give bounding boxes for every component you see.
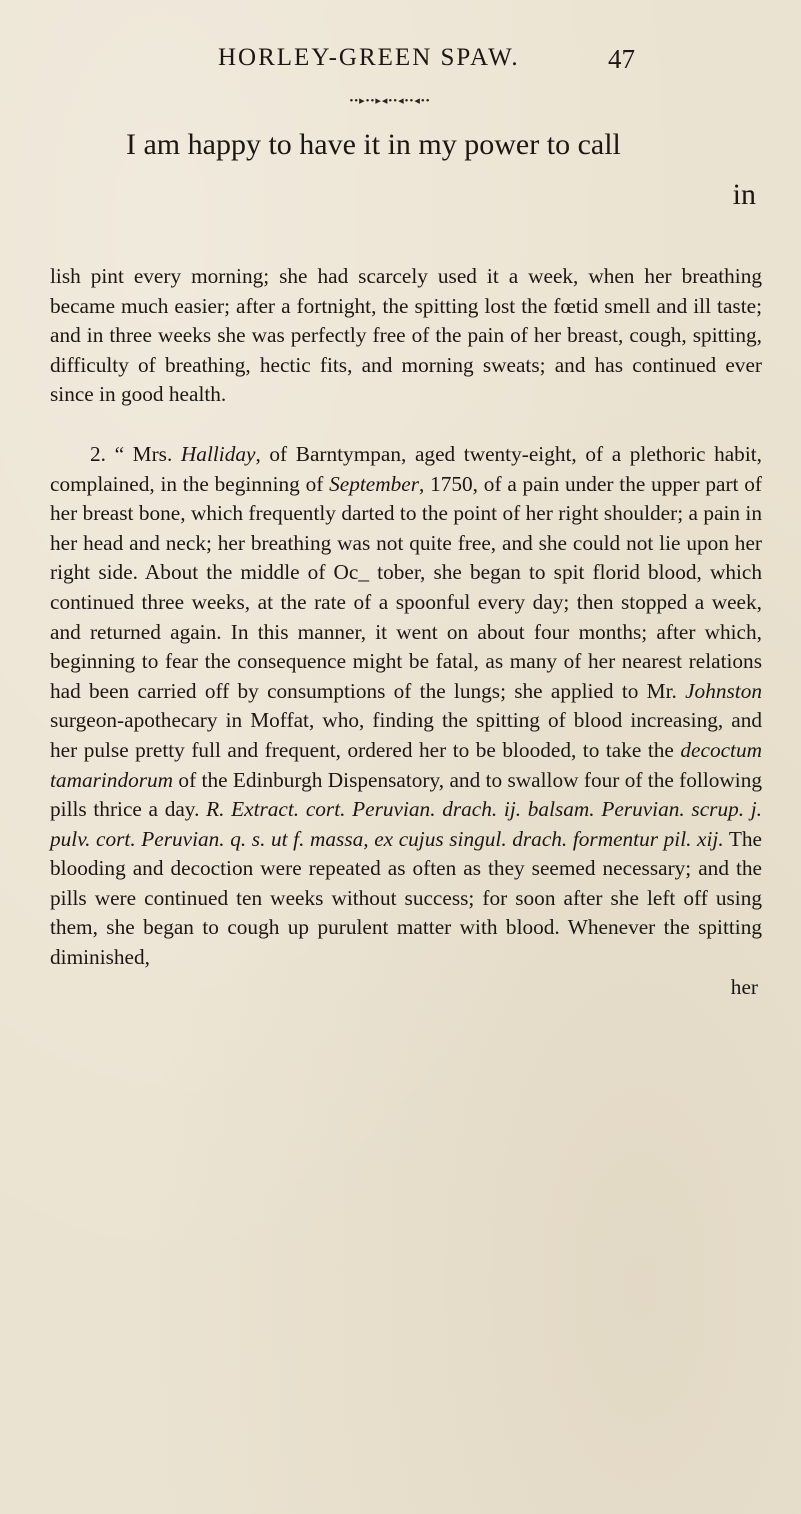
- p2-segment-4: surgeon-apothecary in Moffat, who, finding the spitting of blood increasing, and her pulse pretty full and frequent, ordered her to be blooded, to take the: [50, 708, 762, 762]
- body-text: [50, 262, 762, 1002]
- running-head: HORLEY-GREEN SPAW.: [218, 44, 520, 71]
- opening-line-2: in: [732, 178, 756, 211]
- paragraph-1: lish pint every morning; she had scarcely used it a week, when her breathing became much easier; after a fortnight, the spitting lost the fœtid smell and ill taste; and in three weeks she was perfectly free of the pain of her breast, cough, spitting, difficulty of breathing, hectic fits, and morning sweats; and has continued ever since in good health.: [50, 264, 762, 407]
- month-september: September: [329, 471, 419, 496]
- page-number: 47: [608, 44, 635, 74]
- paragraph-2: [50, 440, 762, 973]
- opening-line-1: I am happy to have it in my power to call: [126, 128, 621, 161]
- catchword: her: [730, 974, 758, 999]
- opening-lines: [88, 120, 758, 220]
- latin-prescription: R. Extract. cort. Peruvian. drach. ij. balsam. Peruvian. scrup. j. pulv. cort. Peruvian. q. s. ut f. massa, ex cujus singul. drach. formentur pil. xij.: [50, 797, 762, 851]
- p2-segment-6: The blooding and decoction were repeated as often as they seemed necessary; and the pills were continued ten weeks without success; for soon after she left off using them, she began to cough up purulent matter with blood. Whenever the spitting diminished,: [50, 826, 762, 970]
- latin-decoctum: decoctum tamarindorum: [50, 737, 762, 792]
- name-halliday: Halliday: [180, 441, 256, 466]
- p2-segment-5: of the Edinburgh Dispensatory, and to swallow four of the following pills thrice a day.: [50, 767, 762, 822]
- p2-segment-2: , of Barntympan, aged twenty-eight, of a plethoric habit, complained, in the beginning of: [50, 441, 762, 496]
- name-johnston: Johnston: [685, 678, 762, 703]
- p2-segment-1: 2. “ Mrs.: [90, 441, 181, 466]
- printer-ornament: ••▸••▸◂••◂••◂••: [349, 95, 431, 107]
- p2-segment-3: , 1750, of a pain under the upper part of her breast bone, which frequently darted to the point of her right shoulder; a pain in her head and neck; her breathing was not quite free, and she could not lie upon her right side. About the middle of Oc_ tober, she began to spit florid blood, which continued three weeks, at the rate of a spoonful every day; then stopped a week, and returned again. In this manner, it went on about four months; after which, beginning to fear the consequence might be fatal, as many of her nearest relations had been carried off by consumptions of the lungs; she applied to Mr.: [50, 471, 762, 703]
